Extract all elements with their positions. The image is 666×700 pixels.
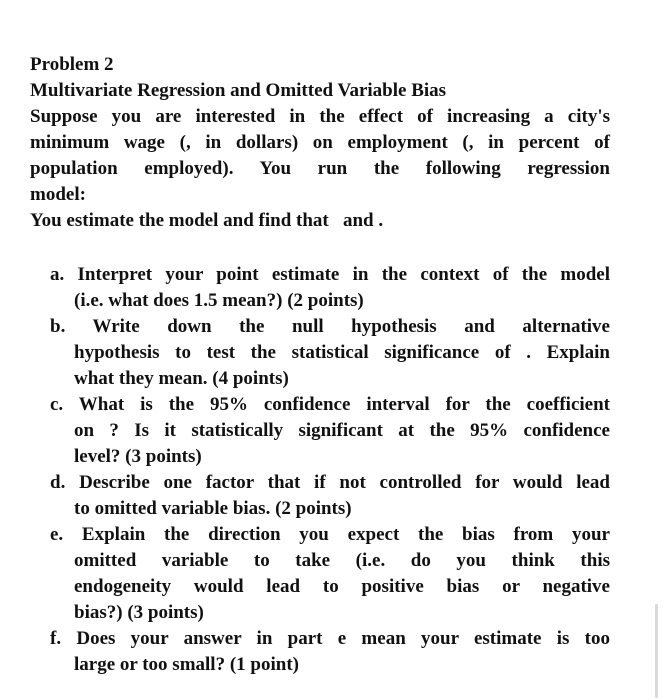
scrollbar[interactable]	[655, 604, 658, 698]
question-text: (i.e. what does 1.5 mean?) (2 points)	[74, 290, 364, 311]
question-text: What is the 95% confidence interval for the coefficient	[78, 394, 610, 415]
problem-title: Problem 2	[30, 54, 114, 75]
question-text: endogeneity would lead to positive bias or negative	[74, 576, 610, 597]
question-text: Does your answer in part e mean your estimate is too	[76, 628, 610, 649]
problem-document	[30, 52, 610, 678]
question-letter: d.	[50, 472, 66, 493]
question-text: omitted variable to take (i.e. do you think this	[74, 550, 610, 571]
question-list	[50, 262, 610, 678]
question-d	[50, 470, 610, 522]
estimate-line: You estimate the model and find that and .	[30, 210, 384, 231]
question-text: Describe one factor that if not controlled for would lead	[79, 472, 610, 493]
question-b	[50, 314, 610, 392]
question-letter: a.	[50, 264, 65, 285]
question-text: Write down the null hypothesis and alternative	[92, 316, 610, 337]
intro-line: Suppose you are interested in the effect of increasing a city's	[30, 106, 610, 127]
question-a	[50, 262, 610, 314]
intro-line: minimum wage (, in dollars) on employment (, in percent of	[30, 132, 610, 153]
question-c	[50, 392, 610, 470]
question-text: what they mean. (4 points)	[74, 368, 289, 389]
question-text: large or too small? (1 point)	[74, 654, 299, 675]
question-letter: f.	[50, 628, 62, 649]
question-letter: e.	[50, 524, 64, 545]
intro-line: population employed). You run the following regression	[30, 158, 610, 179]
problem-subtitle: Multivariate Regression and Omitted Variable Bias	[30, 80, 447, 101]
question-text: bias?) (3 points)	[74, 602, 204, 623]
question-text: on ? Is it statistically significant at the 95% confidence	[74, 420, 610, 441]
question-e	[50, 522, 610, 626]
question-text: hypothesis to test the statistical significance of . Explain	[74, 342, 610, 363]
question-text: Interpret your point estimate in the context of the model	[77, 264, 611, 285]
question-text: to omitted variable bias. (2 points)	[74, 498, 352, 519]
question-f	[50, 626, 610, 678]
question-text: level? (3 points)	[74, 446, 202, 467]
intro-line: model:	[30, 184, 86, 205]
question-letter: c.	[50, 394, 64, 415]
question-letter: b.	[50, 316, 66, 337]
question-text: Explain the direction you expect the bias from your	[81, 524, 610, 545]
